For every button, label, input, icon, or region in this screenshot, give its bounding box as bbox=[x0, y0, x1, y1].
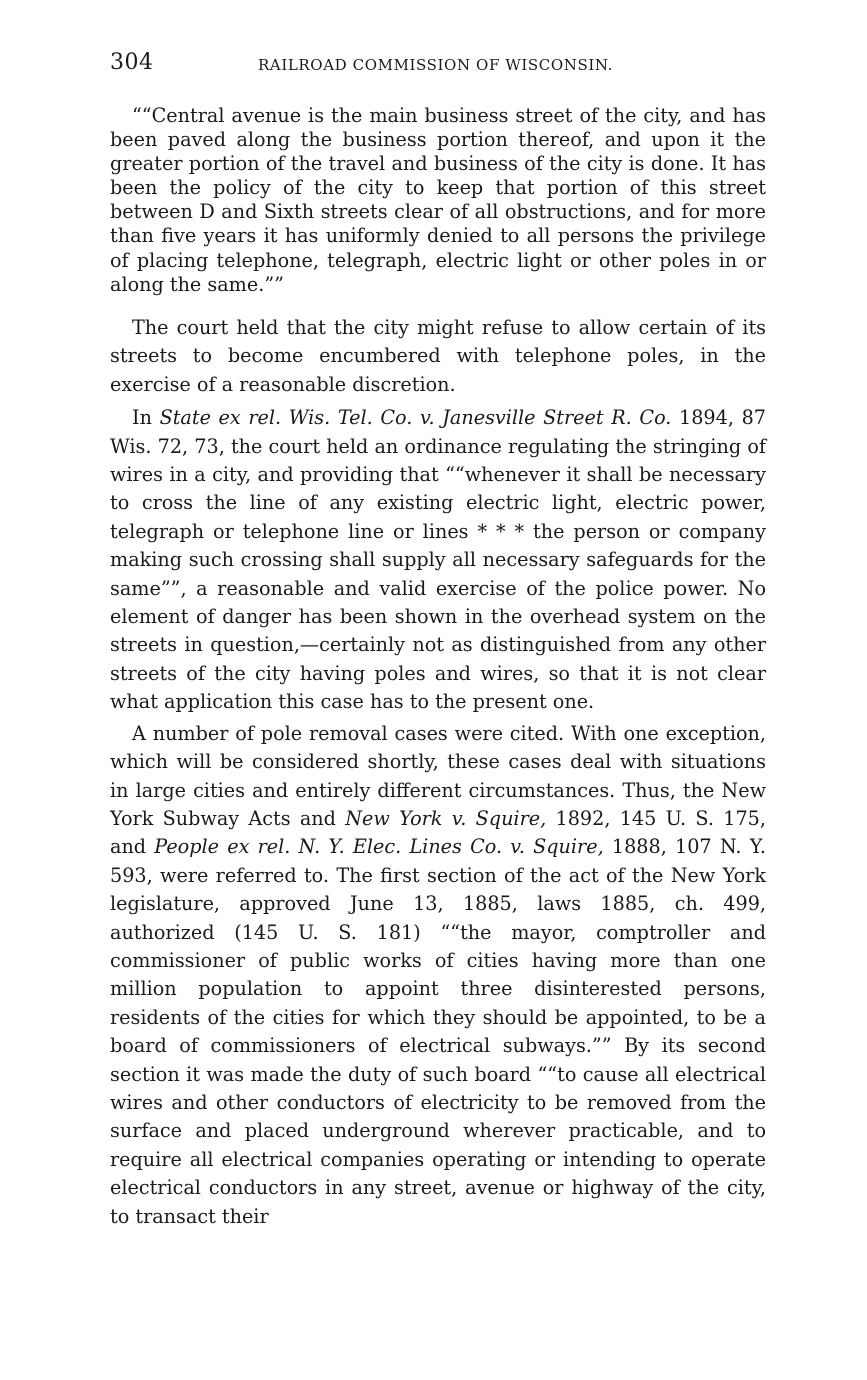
running-head: RAILROAD COMMISSION OF WISCONSIN. bbox=[258, 56, 613, 74]
paragraph-janesville-case bbox=[110, 404, 766, 716]
paragraph-lead-in: In bbox=[132, 406, 160, 430]
paragraph-court-held: The court held that the city might refuse to allow certain of its streets to become encumbered with telephone poles, in the exercise of a reasonable discretion. bbox=[110, 316, 766, 396]
page-number: 304 bbox=[110, 50, 154, 75]
paragraph-body: A number of pole removal cases were cited. With one exception, which will be considered shortly, these cases deal with situations in large cities and entirely different circumstances. Thus, the New York Subway Acts and bbox=[110, 721, 766, 830]
case-citation: New York v. Squire, bbox=[345, 806, 547, 830]
paragraph-body: 1888, 107 N. Y. 593, were referred to. The first section of the act of the New York legislature, approved June 13, 1885, laws 1885, ch. 499, authorized (145 U. S. 181) ““the mayor, comptroller and commissioner of public works of cities having more than one million population to appoint three disinterested persons, residents of the cities for which they should be appointed, to be a board of commissioners of electrical subways.”” By its second section it was made the duty of such board ““to cause all electrical wires and other conductors of electricity to be removed from the surface and placed underground wherever practicable, and to require all electrical companies operating or intending to operate electrical conductors in any street, avenue or highway of the city, to transact their bbox=[110, 835, 766, 1228]
paragraph-body: 1894, 87 Wis. 72, 73, the court held an ordinance regulating the stringing of wires in a city, and providing that ““whenever it shall be necessary to cross the line of any existing electric light, electric power, telegraph or telephone line or lines * * * the person or company making such crossing shall supply all necessary safeguards for the same””, a reasonable and valid exercise of the police power. No element of danger has been shown in the overhead system on the streets in question,—certainly not as distinguished from any other streets of the city having poles and wires, so that it is not clear what application this case has to the present one. bbox=[110, 406, 766, 714]
paragraph-body: 1892, 145 U. S. 175, and bbox=[110, 806, 766, 859]
paragraph-pole-removal-cases bbox=[110, 720, 766, 1231]
case-citation: State ex rel. Wis. Tel. Co. v. Janesville Street R. Co. bbox=[159, 406, 672, 430]
quoted-passage bbox=[110, 104, 766, 297]
body-text bbox=[110, 314, 766, 1231]
quote-paragraph: ““Central avenue is the main business street of the city, and has been paved along the business portion thereof, and upon it the greater portion of the travel and business of the city is done. It has been the policy of the city to keep that portion of this street between D and Sixth streets clear of all obstructions, and for more than five years it has uniformly denied to all persons the privilege of placing telephone, telegraph, electric light or other poles in or along the same.”” bbox=[110, 104, 766, 296]
case-citation: People ex rel. N. Y. Elec. Lines Co. v. Squire, bbox=[154, 835, 604, 859]
